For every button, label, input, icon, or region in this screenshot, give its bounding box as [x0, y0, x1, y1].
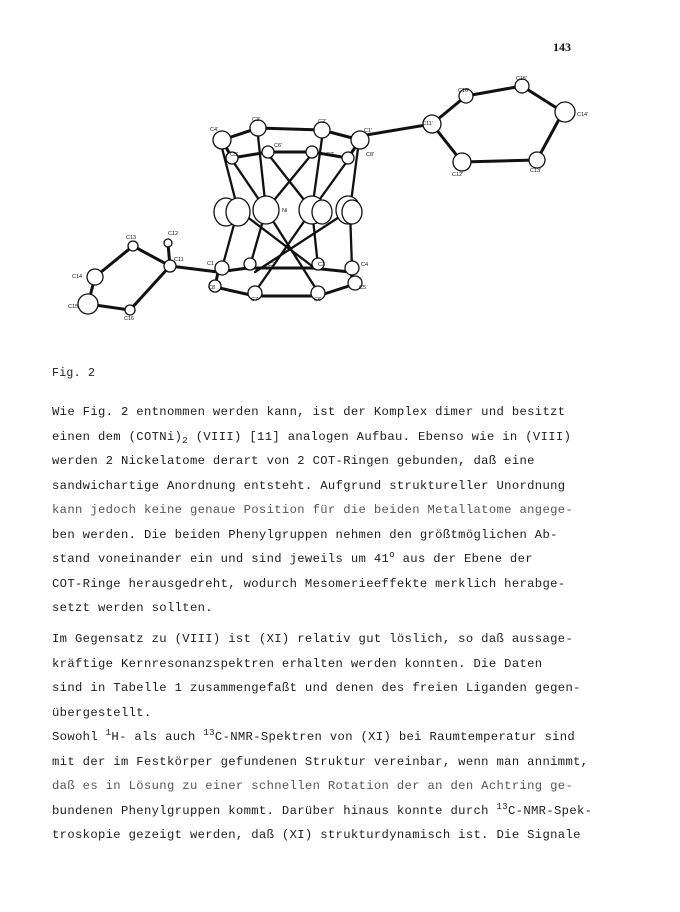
text-line: daß es in Lösung zu einer schnellen Rotation der an den Achtring ge-	[52, 779, 574, 793]
text-line: kräftige Kernresonanzspektren erhalten werden konnten. Die Daten	[52, 656, 543, 671]
atom-label: C4'	[210, 127, 219, 133]
atom-labels	[68, 76, 588, 322]
atom-label: C2	[268, 262, 276, 268]
text-line: einen dem $(COTNi)_2$ (VIII) [11] analogen Aufbau. Ebenso wie in (VIII)	[52, 429, 572, 446]
page-number: 143	[553, 40, 571, 54]
text-line: bundenen Phenylgruppen kommt. Darüber hinaus konnte durch $^{13}$C-NMR-Spek-	[52, 801, 593, 818]
atom-label: C12'	[452, 172, 464, 178]
atom-label: C8'	[366, 152, 375, 158]
atom-label: C14	[72, 274, 83, 280]
text-line: stand voneinander ein und sind jeweils um 41$^o$ aus der Ebene der	[52, 550, 533, 566]
superscript: 1	[105, 728, 112, 738]
atom-label: C1'	[364, 128, 373, 134]
atom-label: Ni	[282, 208, 288, 214]
text-line: setzt werden sollten.	[52, 601, 213, 615]
text-line: kann jedoch keine genaue Position für die beiden Metallatome angege-	[52, 503, 574, 517]
atom-label: C11	[174, 257, 184, 263]
paragraph-1	[52, 400, 622, 621]
atom-label: C11'	[422, 121, 433, 127]
atom-label: C14'	[577, 112, 589, 118]
superscript: 13	[496, 801, 509, 812]
text-line: COT-Ringe herausgedreht, wodurch Mesomerieeffekte merklich herabge-	[52, 576, 566, 591]
atom-label: C8	[208, 285, 216, 291]
text-line: Wie Fig. 2 entnommen werden kann, ist der Komplex dimer und besitzt	[52, 405, 566, 419]
atom-label: C13'	[530, 168, 542, 174]
atom-label: C7'	[326, 152, 335, 158]
atom-label: C13	[126, 235, 137, 241]
upper-ring-bonds	[222, 128, 360, 158]
text-line: sind in Tabelle 1 zusammengefaßt und denen des freien Liganden gegen-	[52, 681, 581, 695]
atom-label: C16	[124, 316, 135, 322]
text-line: Im Gegensatz zu (VIII) ist (XI) relativ gut löslich, so daß aussage-	[52, 632, 574, 646]
lower-phenyl-group	[78, 239, 218, 315]
subscript: 2	[182, 435, 189, 446]
text-line: sandwichartige Anordnung entsteht. Aufgrund struktureller Unordnung	[52, 478, 566, 493]
atom-label: C15	[68, 304, 79, 310]
atom-label: C6	[314, 297, 322, 303]
text-line: mit der im Festkörper gefundenen Struktur vereinbar, wenn man annimmt,	[52, 754, 589, 769]
atom-label: C5	[359, 285, 367, 291]
text-line: troskopie gezeigt werden, daß (XI) strukturdynamisch ist. Die Signale	[52, 828, 581, 842]
text-line: Sowohl $^1$H- als auch $^{13}$C-NMR-Spektren von (XI) bei Raumtemperatur sind	[52, 728, 576, 744]
atom-label: C7	[251, 297, 259, 303]
atom-label: C3	[318, 262, 326, 268]
atom-label: C16'	[458, 88, 470, 94]
paragraph-2	[52, 627, 622, 848]
text-line: werden 2 Nickelatome derart von 2 COT-Ringen gebunden, daß eine	[52, 454, 535, 468]
superscript: 13	[203, 728, 215, 738]
text-line: ben werden. Die beiden Phenylgruppen nehmen den größtmöglichen Ab-	[52, 527, 558, 542]
atom-label: C2'	[318, 119, 327, 125]
text-line: übergestellt.	[52, 705, 152, 720]
atom-label: C15'	[516, 76, 528, 82]
superscript: o	[389, 550, 395, 560]
atom-label: C4	[361, 262, 369, 268]
atom-label: C12	[168, 231, 179, 237]
atom-label: C6'	[274, 143, 283, 149]
atom-label: C3'	[252, 117, 261, 123]
nickel-atoms	[214, 196, 362, 226]
atom-label: C1	[207, 261, 215, 267]
crystal-structure-figure	[60, 60, 620, 330]
figure-caption: Fig. 2	[52, 367, 96, 380]
atom-label: C5'	[230, 152, 239, 158]
lower-ring-bonds	[215, 268, 355, 296]
